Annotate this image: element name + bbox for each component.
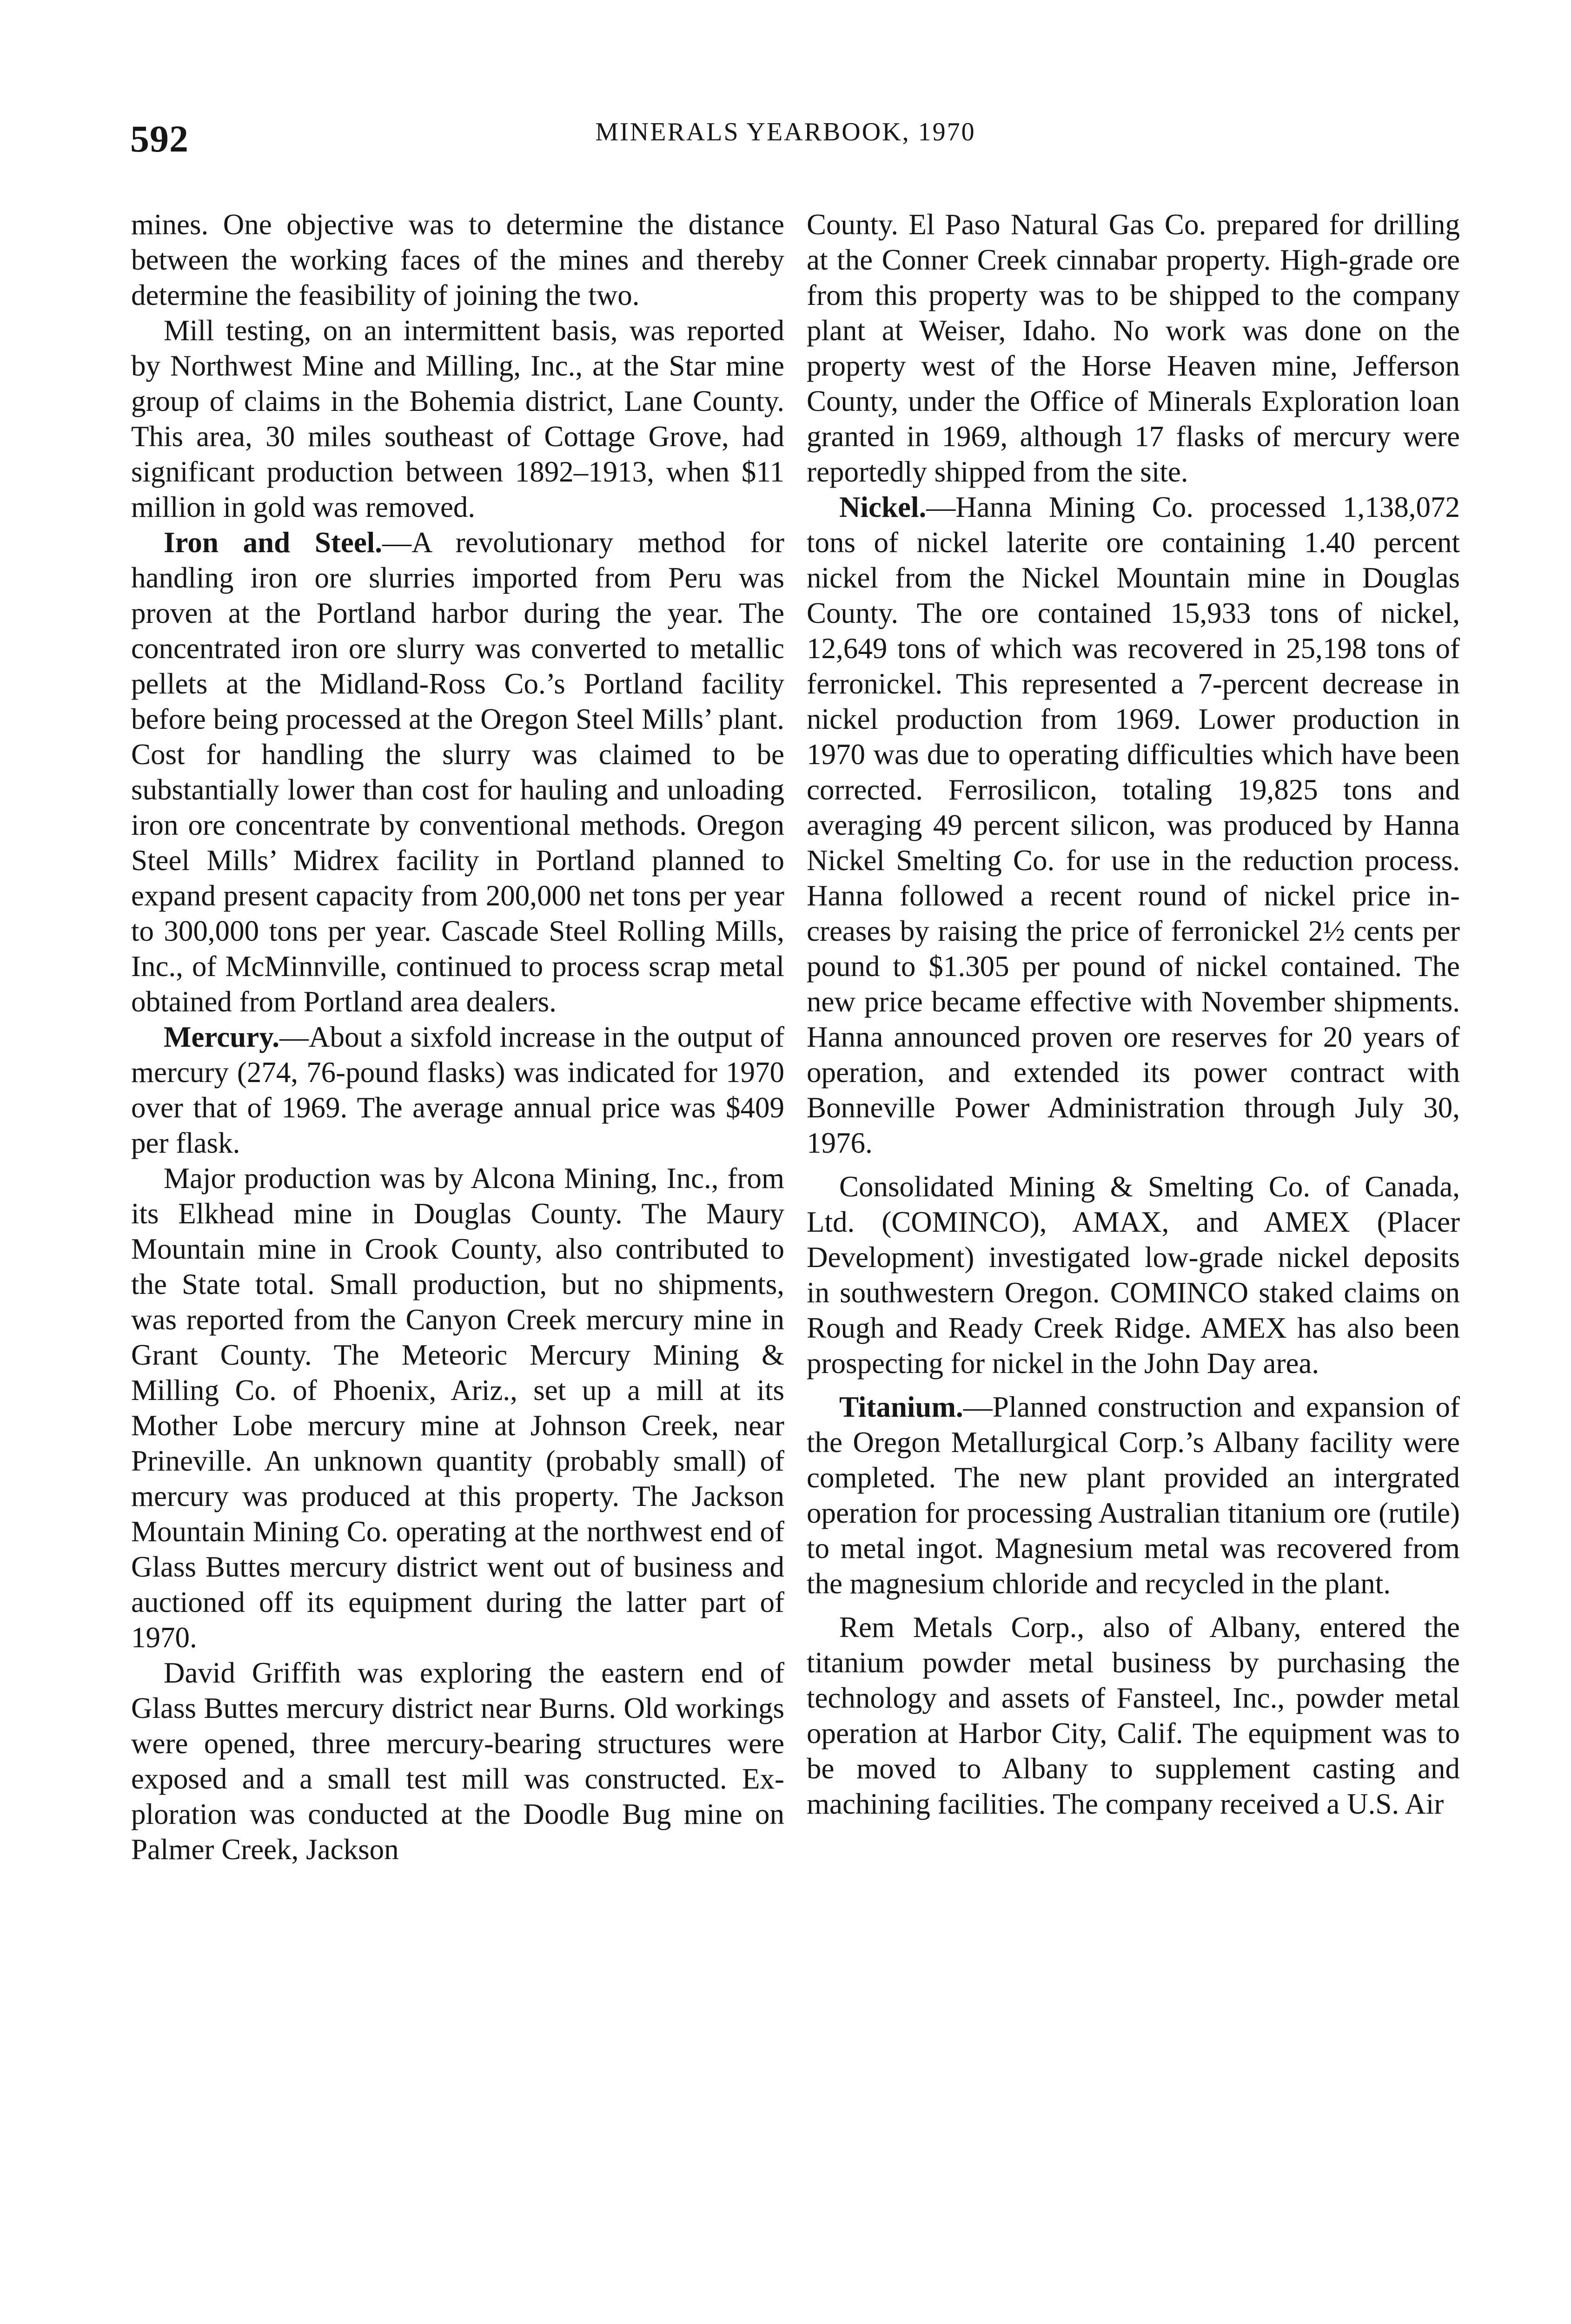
paragraph-body: —A revolutionary method for handling iron ore slurries imported from Peru was proven at the Portland harbor during the year. The concentrated iron ore slurry was converted to metallic pellets at the Midland-Ross Co.’s Portland facility before being processed at the Oregon Steel Mills’ plant. Cost for handling the slurry was claimed to be substantially lower than cost for hauling and unloading iron ore concentrate by conventional methods. Oregon Steel Mills’ Midrex facility in Portland planned to expand present capacity from 200,000 net tons per year to 300,000 tons per year. Cascade Steel Rolling Mills, Inc., of McMinnville, continued to process scrap metal obtained from Portland area dealers. — [131, 526, 785, 1018]
paragraph-mercury — [131, 1019, 784, 1161]
paragraph-nickel — [807, 489, 1460, 1161]
paragraph: Major production was by Alcona Mining, Inc., from its Elkhead mine in Douglas County. The Maury Mountain mine in Crook County, also contributed to the State total. Small production, but no shipments, was reported from the Canyon Creek mercury mine in Grant County. The Meteoric Mercury Mining & Milling Co. of Phoenix, Ariz., set up a mill at its Mother Lobe mercury mine at Johnson Creek, near Prineville. An unknown quantity (probably small) of mercury was produced at this property. The Jackson Mountain Mining Co. operating at the northwest end of Glass Buttes mercury district went out of business and auctioned off its equipment during the latter part of 1970. — [131, 1162, 784, 1654]
section-heading: Titanium. — [839, 1391, 963, 1423]
paragraph-body: —Hanna Mining Co. processed 1,138,072 tons of nickel laterite ore containing 1.40 percent nickel from the Nickel Mountain mine in Douglas County. The ore contained 15,933 tons of nickel, 12,649 tons of which was recovered in 25,198 tons of ferronickel. This represented a 7-percent decrease in nickel production from 1969. Lower production in 1970 was due to operating difficulties which have been corrected. Ferrosilicon, totaling 19,825 tons and averaging 49 percent silicon, was produced by Hanna Nickel Smelting Co. for use in the reduction process. Hanna followed a recent round of nickel price increases by raising the price of ferronickel 2½ cents per pound to $1.305 per pound of nickel contained. The new price became effective with November shipments. Hanna announced proven ore reserves for 20 years of operation, and extended its power contract with Bonneville Power Administration through July 30, 1976. — [807, 491, 1460, 1159]
paragraph: Mill testing, on an intermittent basis, was reported by Northwest Mine and Milling, Inc., at the Star mine group of claims in the Bohemia district, Lane County. This area, 30 miles southeast of Cottage Grove, had significant production between 1892–1913, when $11 million in gold was removed. — [131, 314, 784, 523]
paragraph-body: —About a sixfold increase in the output of mercury (274, 76-pound flasks) was indicated for 1970 over that of 1969. The average annual price was $409 per flask. — [131, 1021, 784, 1159]
paragraph: mines. One objective was to determine the distance between the working faces of the mines and thereby determine the feasibility of joining the two. — [131, 208, 784, 311]
paragraph-titanium — [807, 1389, 1460, 1601]
paragraph: Consolidated Mining & Smelting Co. of Canada, Ltd. (COMINCO), AMAX, and AMEX (Placer Development) investigated low-grade nickel deposits in southwestern Oregon. COMINCO staked claims on Rough and Ready Creek Ridge. AMEX has also been prospecting for nickel in the John Day area. — [807, 1170, 1460, 1380]
paragraph-body: —Planned construction and expansion of the Oregon Metallurgical Corp.’s Albany facility were completed. The new plant provided an intergrated operation for processing Australian titanium ore (rutile) to metal ingot. Magnesium metal was recovered from the magnesium chloride and recycled in the plant. — [807, 1391, 1460, 1600]
paragraph: David Griffith was exploring the eastern end of Glass Buttes mercury district near Burns. Old workings were opened, three mercury-bearing structures were exposed and a small test mill was constructed. Exploration was conducted at the Doodle Bug mine on Palmer Creek, Jackson — [131, 1657, 784, 1866]
running-head: MINERALS YEARBOOK, 1970 — [595, 118, 976, 146]
section-heading: Nickel. — [839, 491, 927, 523]
section-heading: Iron and Steel. — [164, 526, 383, 559]
left-column — [131, 207, 784, 1867]
paragraph-iron-and-steel — [131, 525, 784, 1019]
section-heading: Mercury. — [164, 1021, 279, 1053]
paragraph: Rem Metals Corp., also of Albany, entered the titanium powder metal business by purchasing the technology and assets of Fansteel, Inc., powder metal operation at Harbor City, Calif. The equipment was to be moved to Albany to supplement casting and machining facilities. The company received a U.S. Air — [807, 1611, 1460, 1820]
page-number: 592 — [130, 118, 189, 160]
right-column — [807, 207, 1460, 1822]
paragraph: County. El Paso Natural Gas Co. prepared for drilling at the Conner Creek cinnabar property. High-grade ore from this property was to be shipped to the company plant at Weiser, Idaho. No work was done on the property west of the Horse Heaven mine, Jefferson County, under the Office of Minerals Exploration loan granted in 1969, although 17 flasks of mercury were reportedly shipped from the site. — [807, 208, 1460, 488]
